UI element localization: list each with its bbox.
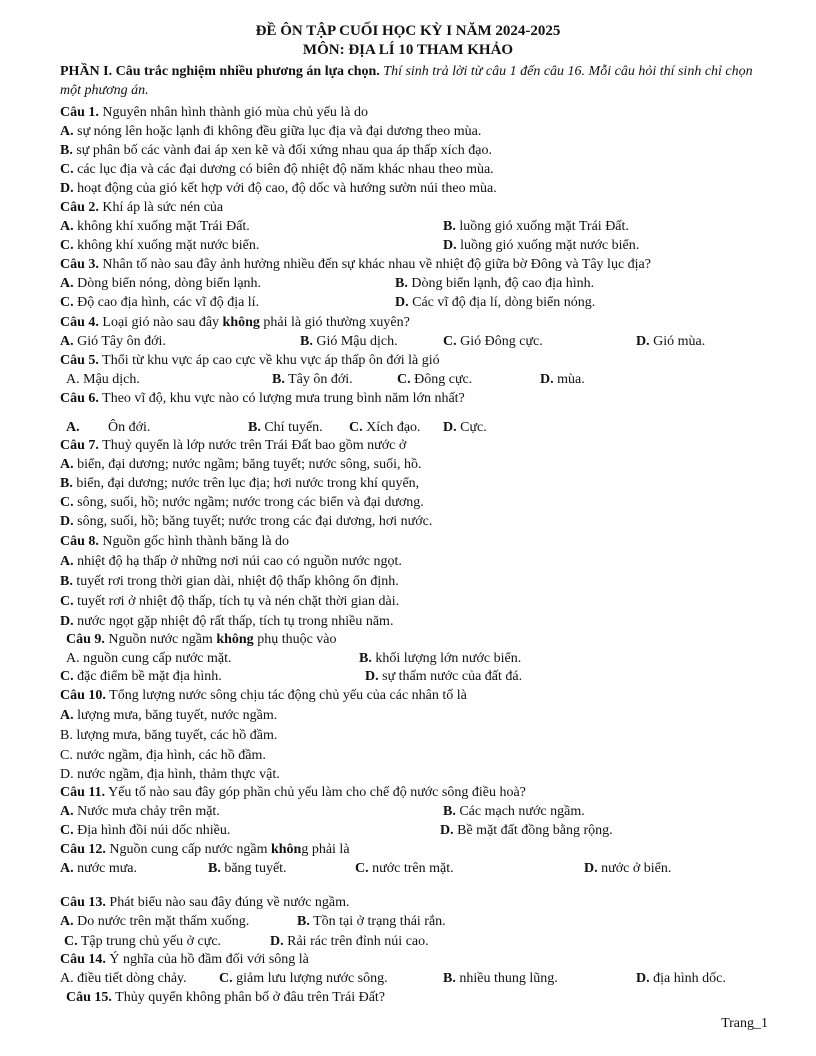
- question-text: Thổi từ khu vực áp cao cực về khu vực áp thấp ôn đới là gió: [102, 353, 440, 368]
- question-text: Nguyên nhân hình thành gió mùa chủ yếu là do: [102, 105, 368, 120]
- emphasis-word: không: [216, 632, 254, 647]
- option-b: B. lượng mưa, băng tuyết, các hồ đầm.: [60, 728, 278, 743]
- question-number: Câu 13.: [60, 895, 106, 910]
- page-number: Trang_1: [721, 1016, 768, 1031]
- option-c: C. Tập trung chủ yếu ở cực.: [64, 934, 222, 949]
- option-a: A. biển, đại dương; nước ngầm; băng tuyết; nước sông, suối, hồ.: [60, 457, 422, 472]
- question-text: Khí áp là sức nén của: [102, 200, 224, 215]
- question-text: Ý nghĩa của hồ đầm đối với sông là: [109, 952, 309, 967]
- exam-subtitle: MÔN: ĐỊA LÍ 10 THAM KHẢO: [302, 42, 514, 58]
- option-c: C. Địa hình đồi núi dốc nhiều.: [60, 823, 231, 838]
- option-b: B. sự phân bố các vành đai áp xen kẽ và đối xứng nhau qua áp thấp xích đạo.: [60, 143, 492, 158]
- question-number: Câu 3.: [60, 257, 99, 272]
- option-a: A.: [66, 420, 80, 435]
- option-d: D. sự thấm nước của đất đá.: [365, 669, 523, 684]
- question-number: Câu 9.: [66, 632, 105, 647]
- question-4: Câu 4. Loại gió nào sau đây không phải là gió thường xuyên?: [60, 315, 410, 330]
- option-a: A. lượng mưa, băng tuyết, nước ngầm.: [60, 708, 278, 723]
- exam-title: ĐỀ ÔN TẬP CUỐI HỌC KỲ I NĂM 2024-2025: [255, 23, 561, 39]
- question-text: Nhân tố nào sau đây ảnh hưởng nhiều đến sự khác nhau về nhiệt độ giữa bờ Đông và Tây lục địa?: [102, 257, 651, 272]
- question-10: [60, 686, 467, 705]
- part1-instruction: Thí sinh trả lời từ câu 1 đến câu 16. Mỗi câu hỏi thí sinh chỉ chọn một phương án.: [60, 64, 753, 98]
- option-c: C. Xích đạo.: [349, 420, 421, 435]
- option-a: A. sự nóng lên hoặc lạnh đi không đều giữa lục địa và đại dương theo mùa.: [60, 124, 482, 139]
- option-b: B. Dòng biển lạnh, độ cao địa hình.: [395, 276, 595, 291]
- question-6: [60, 389, 465, 408]
- option-b: B. Các mạch nước ngầm.: [443, 804, 585, 819]
- question-11: [60, 783, 526, 802]
- question-number: Câu 15.: [66, 990, 112, 1005]
- question-12: Câu 12. Nguồn cung cấp nước ngầm không phải là: [60, 842, 350, 857]
- option-b: B. Gió Mậu dịch.: [300, 334, 398, 349]
- question-5: [60, 351, 440, 370]
- option-b: B. băng tuyết.: [208, 861, 287, 876]
- option-b: B. tuyết rơi trong thời gian dài, nhiệt độ thấp không ổn định.: [60, 574, 399, 589]
- question-1: [60, 103, 368, 122]
- option-a: A. nước mưa.: [60, 861, 138, 876]
- option-b: B. Tồn tại ở trạng thái rắn.: [297, 914, 446, 929]
- question-text: Theo vĩ độ, khu vực nào có lượng mưa trung bình năm lớn nhất?: [102, 391, 465, 406]
- option-c: C. không khí xuống mặt nước biển.: [60, 238, 260, 253]
- option-b: B. Chí tuyến.: [248, 420, 323, 435]
- option-b: B. nhiều thung lũng.: [443, 971, 558, 986]
- question-13: [60, 893, 350, 912]
- question-number: Câu 1.: [60, 105, 99, 120]
- option-c: C. Gió Đông cực.: [443, 334, 543, 349]
- option-a-text: Ôn đới.: [108, 420, 151, 435]
- option-d: D. hoạt động của gió kết hợp với độ cao, độ dốc và hướng sườn núi theo mùa.: [60, 181, 497, 196]
- option-d: D. nước ngầm, địa hình, thảm thực vật.: [60, 767, 280, 782]
- question-9: Câu 9. Nguồn nước ngầm không phụ thuộc vào: [66, 632, 337, 647]
- question-number: Câu 14.: [60, 952, 106, 967]
- option-a: A. Gió Tây ôn đới.: [60, 334, 166, 349]
- question-text: Phát biểu nào sau đây đúng về nước ngầm.: [109, 895, 350, 910]
- option-d: D. Bề mặt đất đồng bằng rộng.: [440, 823, 613, 838]
- option-d: D. nước ngọt gặp nhiệt độ rất thấp, tích tụ trong nhiều năm.: [60, 614, 394, 629]
- question-number: Câu 2.: [60, 200, 99, 215]
- question-2: [60, 198, 223, 217]
- question-number: Câu 7.: [60, 438, 99, 453]
- question-number: Câu 5.: [60, 353, 99, 368]
- option-d: D. luồng gió xuống mặt nước biển.: [443, 238, 640, 253]
- option-b: B. khối lượng lớn nước biển.: [359, 651, 522, 666]
- option-c: C. nước trên mặt.: [355, 861, 454, 876]
- option-b: B. biển, đại dương; nước trên lục địa; hơi nước trong khí quyển,: [60, 476, 420, 491]
- question-number: Câu 6.: [60, 391, 99, 406]
- question-7: [60, 436, 406, 455]
- question-3: [60, 255, 651, 274]
- option-d: D. Cực.: [443, 420, 487, 435]
- option-a: A. không khí xuống mặt Trái Đất.: [60, 219, 250, 234]
- option-a: A. nguồn cung cấp nước mặt.: [66, 651, 232, 666]
- question-number: Câu 12.: [60, 842, 106, 857]
- question-text: Thủy quyển không phân bố ở đâu trên Trái Đất?: [115, 990, 386, 1005]
- question-14: [60, 950, 309, 969]
- option-c: C. sông, suối, hồ; nước ngầm; nước trong các biển và đại dương.: [60, 495, 424, 510]
- question-number: Câu 8.: [60, 534, 99, 549]
- option-d: D. Rải rác trên đỉnh núi cao.: [270, 934, 429, 949]
- option-b: B. luồng gió xuống mặt Trái Đất.: [443, 219, 629, 234]
- option-d: D. sông, suối, hồ; băng tuyết; nước trong các đại dương, hơi nước.: [60, 514, 433, 529]
- question-text: Tổng lượng nước sông chịu tác động chủ yếu của các nhân tố là: [109, 688, 467, 703]
- option-b: B. Tây ôn đới.: [272, 372, 353, 387]
- option-d: D. nước ở biển.: [584, 861, 672, 876]
- option-c: C. nước ngầm, địa hình, các hồ đầm.: [60, 748, 266, 763]
- option-d: D. Các vĩ độ địa lí, dòng biển nóng.: [395, 295, 596, 310]
- option-c: C. các lục địa và các đại dương có biên độ nhiệt độ năm khác nhau theo mùa.: [60, 162, 494, 177]
- option-c: C. Đông cực.: [397, 372, 473, 387]
- part1-intro: [60, 62, 770, 100]
- emphasis-word: không: [222, 315, 260, 330]
- option-a: A. Mậu dịch.: [66, 372, 140, 387]
- question-text: Thuỷ quyển là lớp nước trên Trái Đất bao gồm nước ở: [102, 438, 407, 453]
- option-a: A. Do nước trên mặt thấm xuống.: [60, 914, 250, 929]
- question-text: Nguồn gốc hình thành băng là do: [102, 534, 290, 549]
- question-8: [60, 532, 289, 551]
- option-a: A. Nước mưa chảy trên mặt.: [60, 804, 220, 819]
- option-c: C. giảm lưu lượng nước sông.: [219, 971, 388, 986]
- question-number: Câu 10.: [60, 688, 106, 703]
- question-15: [66, 988, 385, 1007]
- option-a: A. nhiệt độ hạ thấp ở những nơi núi cao có nguồn nước ngọt.: [60, 554, 402, 569]
- option-d: D. Gió mùa.: [636, 334, 706, 349]
- option-d: D. địa hình dốc.: [636, 971, 726, 986]
- option-c: C. tuyết rơi ở nhiệt độ thấp, tích tụ và nén chặt thời gian dài.: [60, 594, 400, 609]
- option-a: A. Dòng biển nóng, dòng biển lạnh.: [60, 276, 262, 291]
- part1-heading: PHẦN I. Câu trắc nghiệm nhiều phương án lựa chọn.: [60, 64, 380, 79]
- option-c: C. Độ cao địa hình, các vĩ độ địa lí.: [60, 295, 260, 310]
- question-number: Câu 4.: [60, 315, 99, 330]
- option-a: A. điều tiết dòng chảy.: [60, 971, 187, 986]
- option-c: C. đặc điểm bề mặt địa hình.: [60, 669, 222, 684]
- emphasis-word: khôn: [270, 842, 302, 857]
- option-d: D. mùa.: [540, 372, 585, 387]
- question-text: Yếu tố nào sau đây góp phần chủ yếu làm cho chế độ nước sông điều hoà?: [108, 785, 526, 800]
- question-number: Câu 11.: [60, 785, 106, 800]
